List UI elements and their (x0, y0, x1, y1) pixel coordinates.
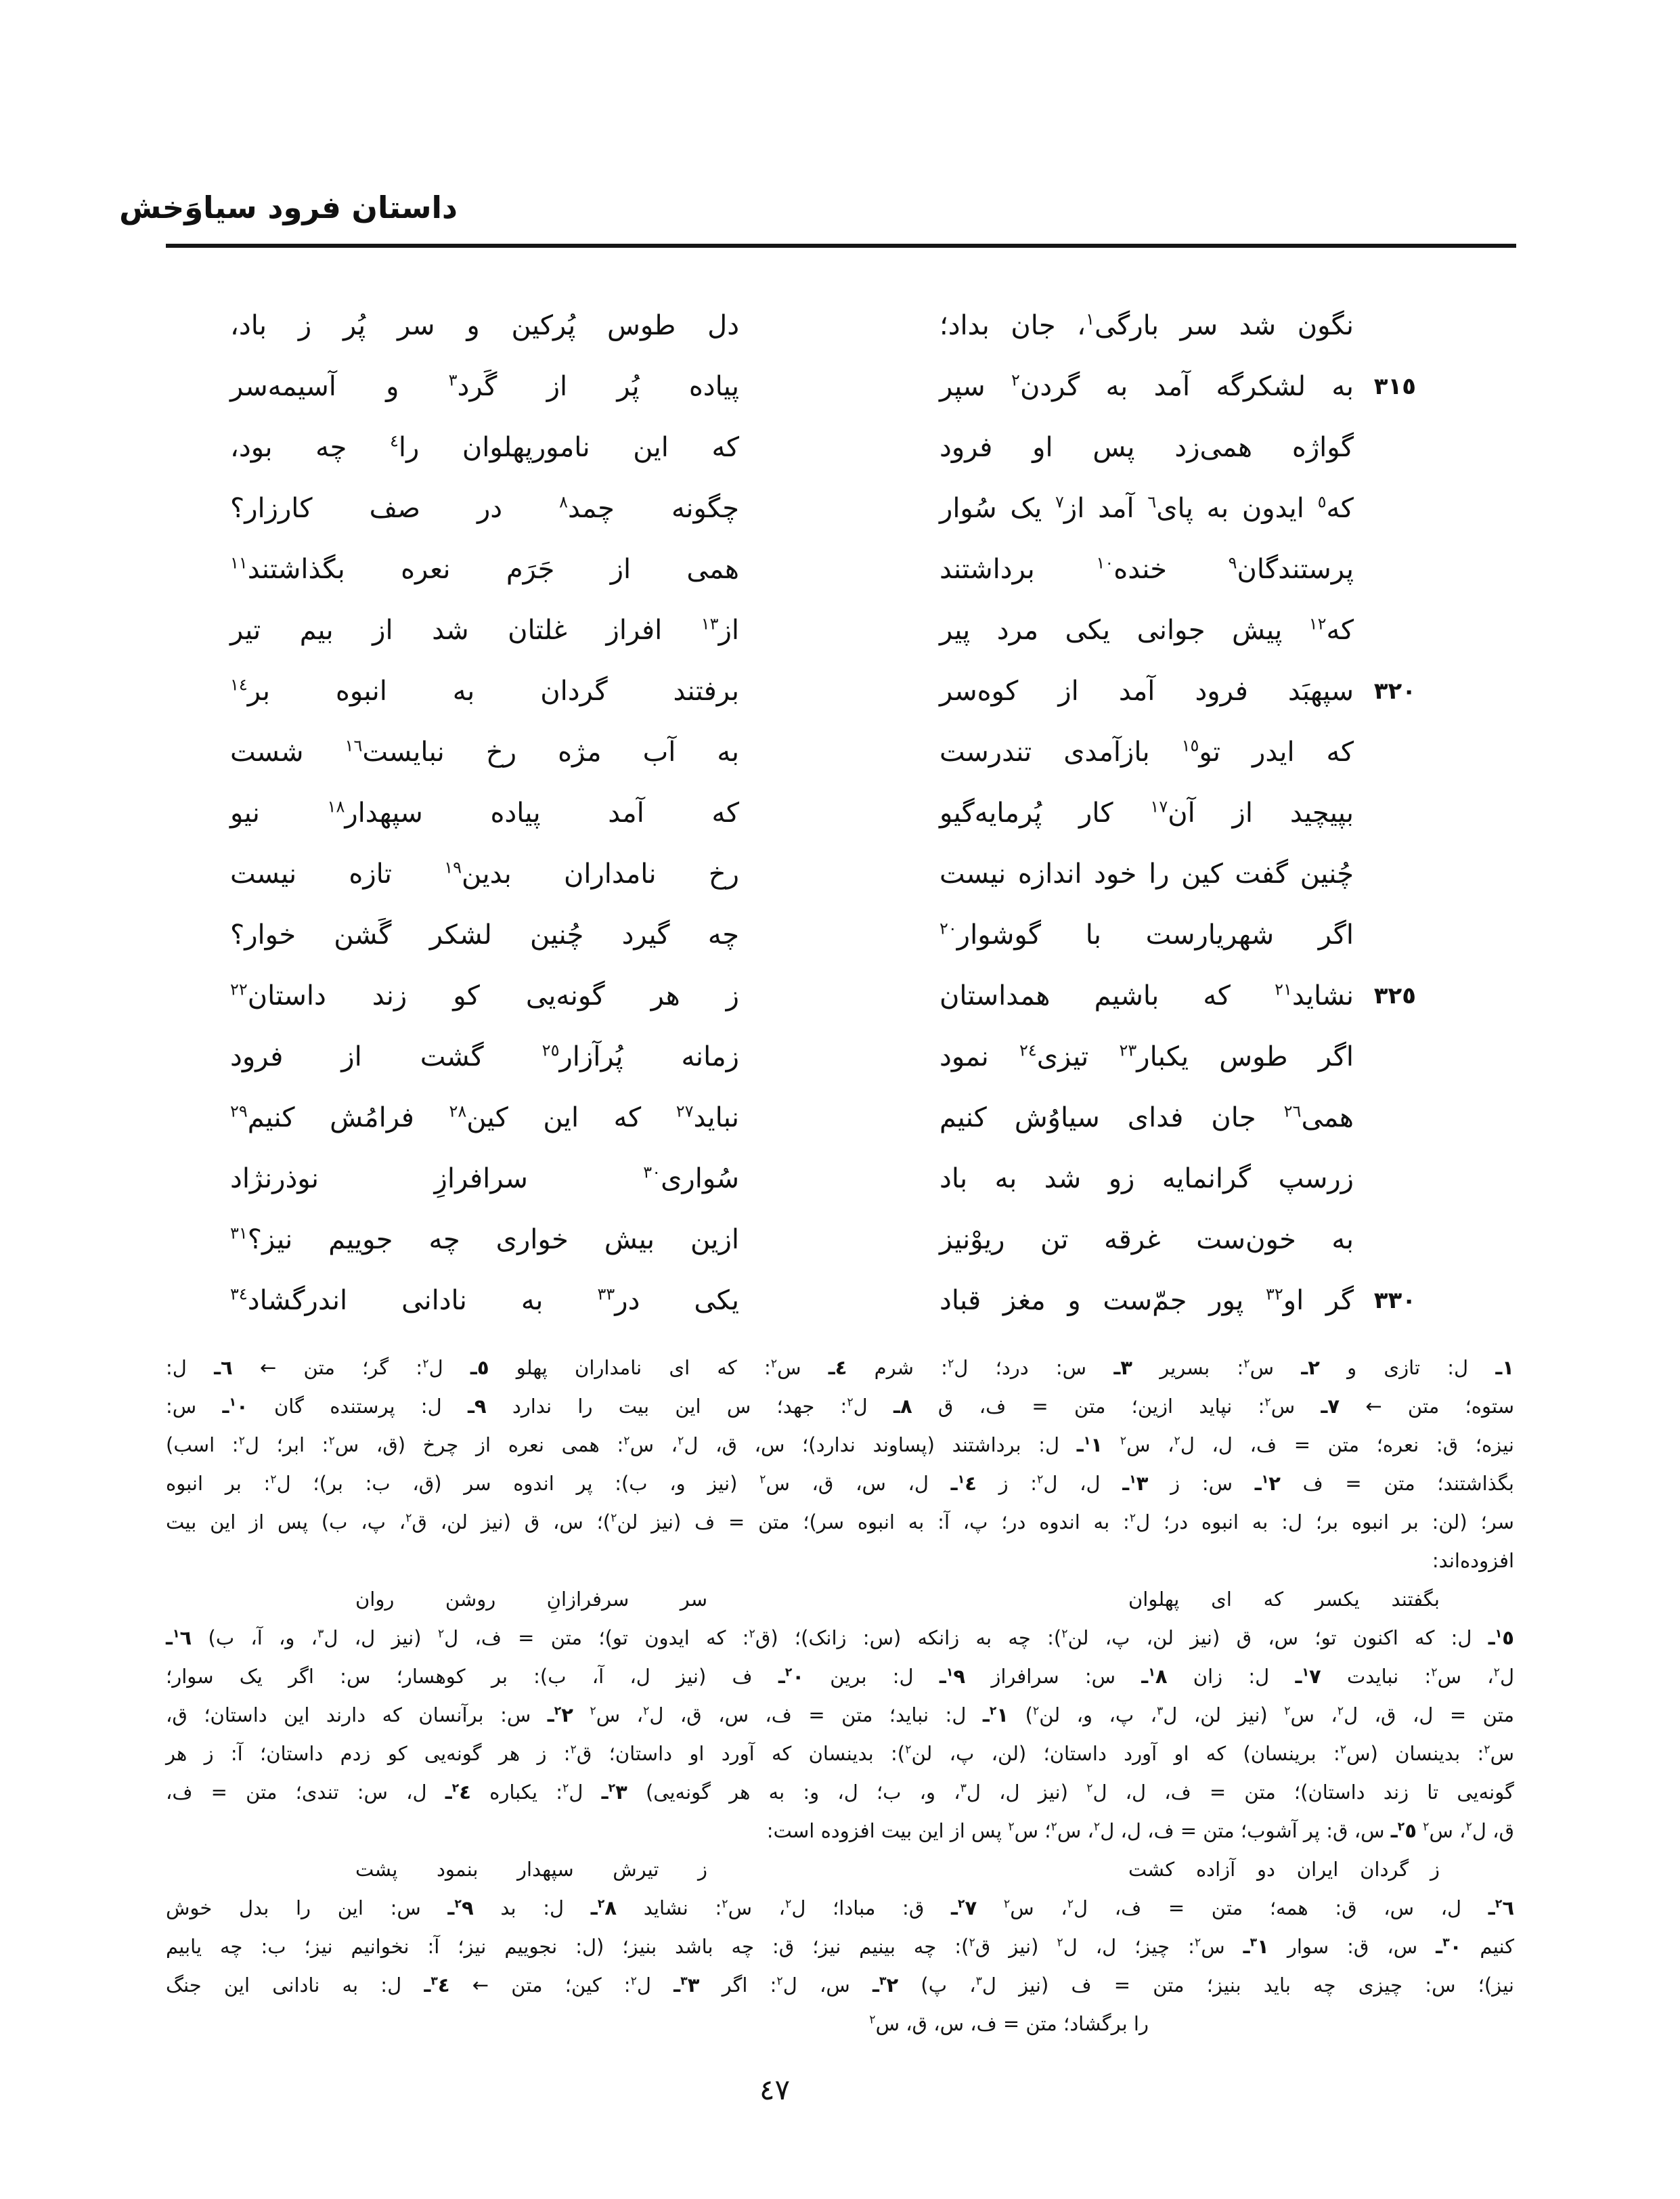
added-verse-hemistich-right: ز گردان ایران دو آزاده کشت (1128, 1858, 1440, 1881)
hemistich-left: یکی در$^{٣٣}$ به نادانی اندرگشاد$^{٣٤}$ (230, 1284, 739, 1316)
poem-line (230, 661, 1416, 722)
hemistich-right: سپهبَد فرود آمد از کوه‌سر (940, 676, 1354, 707)
footnote-row: سر؛ (لن: بر انبوه بر؛ ل: به انبوه در؛ ل$^٢$: به اندوه در؛ پ، آ: به انبوه سر)؛ متن = ف (نیز لن$^٢$)؛ س، ق (نیز لن، ق$^٢$، پ، ب) پس از این بیت (166, 1510, 1514, 1533)
footnote-row: $^٢$٦ـ ل، س، ق: همه؛ متن = ف، ل$^٢$، س$^٢$ $^٢$٧ـ ق: مبادا؛ ل$^٢$، س$^٢$: نشاید $^٢$٨ـ ل: بد $^٢$٩ـ س: این را بدل خوش (166, 1896, 1515, 1919)
hemistich-right: چُنین گفت کین را خود اندازه نیست (940, 858, 1354, 890)
footnote-row: متن = ل، ق، ل$^٢$، س$^٢$ (نیز لن، ل$^٣$، پ، و، لن$^٢$) $^٢$١ـ ل: نباید؛ متن = ف، س، ق، ل$^٢$، س$^٢$ $^٢$٢ـ س: برآنسان که دارند این داستان؛ ق، (166, 1703, 1514, 1726)
poem-line (230, 1209, 1416, 1270)
footnotes-section (166, 1349, 1514, 2043)
footnote-row: س$^٢$: بدینسان (س$^٢$: برینسان) که او آورد داستان؛ (لن، پ، لن$^٢$): بدینسان که آورد او داستان؛ ق$^٢$: ز هر گونه‌یی کو زدم داستان؛ آ: ز هر (166, 1742, 1515, 1765)
poem-line (230, 600, 1416, 661)
footnote-row: نیز)؛ س: چیزی چه باید بنیز؛ متن = ف (نیز ل$^٣$، پ) $^٣$٢ـ س، ل$^٢$: اگر $^٣$٣ـ ل$^٢$: کین؛ متن ← $^٣$٤ـ ل: به نادانی این جنگ (166, 1974, 1514, 1997)
hemistich-right: بپیچید از آن$^{١٧}$ کار پُرمایه‌گیو (940, 797, 1354, 829)
hemistich-left: دل طوس پُرکین و سر پُر ز باد، (230, 310, 739, 341)
footnote-row: ق، ل$^٢$، س$^٢$ $^٢$٥ـ س، ق: پر آشوب؛ متن = ف، ل، ل$^٢$، س$^٢$؛ س$^٢$ پس از این بیت افزوده است: (766, 1819, 1514, 1842)
footnote-row: ١ـ ل: تازی و ٢ـ س$^٢$: بسریر ٣ـ س: درد؛ ل$^٢$: شرم ٤ـ س$^٢$: که ای نامداران پهلو ٥ـ ل$^٢$: گر؛ متن ← ٦ـ ل: (166, 1356, 1514, 1379)
hemistich-right: نگون شد سر بارگی$^١$، جان بداد؛ (940, 309, 1354, 341)
poem-line (230, 417, 1416, 478)
footnote-added-verse (166, 1850, 1514, 1889)
added-verse-hemistich-right: بگفتند یکسر که ای پهلوان (1128, 1588, 1440, 1611)
hemistich-right: اگر شهریارست با گوشوار$^{٢٠}$ (940, 919, 1354, 951)
footnote-row: افزوده‌اند: (1432, 1549, 1514, 1572)
footnote-row: ل$^٢$، س$^٢$: نبایدت $^١$٧ـ ل: زان $^١$٨ـ س: سرافراز $^١$٩ـ ل: برین $^٢$٠ـ ف (نیز ل، آ، ب): بر کوهسار؛ س: اگر یک سوار؛ (166, 1665, 1515, 1688)
hemistich-left: چه گیرد چُنین لشکر گَشن خوار؟ (230, 919, 739, 951)
hemistich-right: پرستندگان$^٩$ خنده$^{١٠}$ برداشتند (940, 553, 1354, 585)
added-verse-hemistich-left: ز تیرش سپهدار بنمود پشت (355, 1858, 707, 1881)
hemistich-left: از$^{١٣}$ افراز غلتان شد از بیم تیر (230, 614, 739, 646)
hemistich-left: برفتند گردان به انبوه بر$^{١٤}$ (230, 675, 739, 707)
verse-number: ٣٢٠ (1373, 678, 1416, 705)
poem-lines (230, 295, 1416, 1331)
page-number: ٤٧ (759, 2073, 791, 2106)
footnote-row: را برگشاد؛ متن = ف، س، ق، س$^٢$ (869, 2012, 1149, 2035)
poem-line (230, 295, 1416, 356)
footnote-row: ستوه؛ متن ← ٧ـ س$^٢$: نپاید ازین؛ متن = ف، ق ٨ـ ل$^٢$: جهد؛ س این بیت را ندارد ٩ـ ل: پرستنده گان $^١$٠ـ س: (166, 1395, 1514, 1418)
hemistich-right: که$^{١٢}$ پیش جوانی یکی مرد پیر (940, 614, 1354, 646)
footnote-row: بگذاشتند؛ متن = ف $^١$٢ـ س: ز $^١$٣ـ ل، ل$^٢$: ز $^١$٤ـ ل، س، ق، س$^٢$ (نیز و، ب): پر اندوه سر (ق، ب: بر)؛ ل$^٢$: بر انبوه (166, 1472, 1514, 1495)
footnote-row: $^١$٥ـ ل: که اکنون تو؛ س، ق (نیز لن، پ، لن$^٢$): چه به زانکه (س: زانک)؛ (ق$^٢$: که ایدون تو)؛ متن = ف، ل$^٢$ (نیز ل، ل$^٣$، و، آ، ب) $^١$٦ـ (166, 1626, 1514, 1649)
hemistich-left: به آب مژه رخ نبایست$^{١٦}$ شست (230, 736, 739, 768)
hemistich-right: اگر طوس یکبار$^{٢٣}$ تیزی$^{٢٤}$ نمود (940, 1041, 1354, 1072)
poem-line (230, 539, 1416, 600)
footnote-rows (166, 1349, 1514, 2043)
hemistich-right: که$^٥$ ایدون به پای$^٦$ آمد از$^٧$ یک سُوار (940, 492, 1354, 524)
verse-number: ٣١٥ (1373, 373, 1416, 400)
poem-line (230, 356, 1416, 417)
hemistich-right: که ایدر تو$^{١٥}$ بازآمدی تندرست (940, 736, 1354, 768)
poem-line (230, 1026, 1416, 1087)
poem-line (230, 844, 1416, 905)
poem-line (230, 1087, 1416, 1148)
poem-line (230, 1148, 1416, 1209)
hemistich-left: سُواری$^{٣٠}$ سرافرازِ نوذرنژاد (230, 1162, 739, 1194)
poem-section (230, 295, 1416, 1331)
hemistich-right: به خون‌ست غرقه تن ریوْنیز (940, 1224, 1354, 1255)
hemistich-right: گر او$^{٣٢}$ پور جمّ‌ست و مغز قباد (940, 1284, 1354, 1316)
verse-number: ٣٢٥ (1373, 982, 1416, 1009)
page-title: داستان فرود سیاوَخش (119, 190, 458, 225)
poem-line (230, 722, 1416, 783)
hemistich-right: همی$^{٢٦}$ جان فدای سیاوُش کنیم (940, 1102, 1354, 1133)
hemistich-left: زمانه پُرآزار$^{٢٥}$ گشت از فرود (230, 1041, 739, 1072)
hemistich-left: پیاده پُر از گَرد$^٣$ و آسیمه‌سر (230, 370, 739, 402)
hemistich-left: رخ نامداران بدین$^{١٩}$ تازه نیست (230, 858, 739, 890)
hemistich-left: که آمد پیاده سپهدار$^{١٨}$ نیو (230, 797, 739, 829)
hemistich-left: چگونه چمد$^٨$ در صف کارزار؟ (230, 492, 739, 524)
footnote-added-verse (166, 1580, 1514, 1619)
hemistich-left: که این نامورپهلوان را$^٤$ چه بود، (230, 431, 739, 463)
hemistich-left: ازین بیش خواری چه جوییم نیز؟$^{٣١}$ (230, 1223, 739, 1255)
footnote-row: کنیم $^٣$٠ـ س، ق: سوار $^٣$١ـ س$^٢$: چیز؛ ل، ل$^٢$ (نیز ق$^٢$): چه بینیم نیز؛ ق: چه باشد بنیز؛ (ل: نجوییم نیز؛ آ: نخوانیم نیز؛ ب: چه یابیم (166, 1935, 1514, 1958)
verse-number: ٣٣٠ (1373, 1287, 1416, 1314)
poem-line (230, 783, 1416, 844)
hemistich-left: ز هر گونه‌یی کو زند داستان$^{٢٢}$ (230, 980, 739, 1011)
poem-line (230, 905, 1416, 965)
added-verse-hemistich-left: سر سرفرازانِ روشن روان (355, 1588, 707, 1611)
header-divider (166, 244, 1516, 248)
hemistich-right: گواژه همی‌زد پس او فرود (940, 432, 1354, 463)
hemistich-right: زرسپ گرانمایه زو شد به باد (940, 1163, 1354, 1194)
hemistich-left: نباید$^{٢٧}$ که این کین$^{٢٨}$ فرامُش کنیم$^{٢٩}$ (230, 1102, 739, 1133)
hemistich-right: به لشکرگه آمد به گردن$^٢$ سپر (940, 370, 1354, 402)
poem-line (230, 1270, 1416, 1331)
footnote-row: گونه‌یی تا زند داستان)؛ متن = ف، ل، ل$^٢$ (نیز ل، ل$^٣$، و، ب؛ ل، و: به هر گونه‌یی) $^٢$٣ـ ل$^٢$: یکباره $^٢$٤ـ ل، س: تندی؛ متن = ف، (166, 1781, 1514, 1804)
footnote-row: نیزه؛ ق: نعره؛ متن = ف، ل، ل$^٢$، س$^٢$ $^١$١ـ ل: برداشتند (پساوند ندارد)؛ س، ق، ل$^٢$، س$^٢$: همی نعره از چرخ (ق، س$^٢$: ابر؛ ل$^٢$: اسب) (166, 1433, 1515, 1456)
poem-line (230, 478, 1416, 539)
poem-line (230, 965, 1416, 1026)
hemistich-left: همی از جَرَم نعره بگذاشتند$^{١١}$ (230, 553, 739, 585)
hemistich-right: نشاید$^{٢١}$ که باشیم همداستان (940, 980, 1354, 1011)
